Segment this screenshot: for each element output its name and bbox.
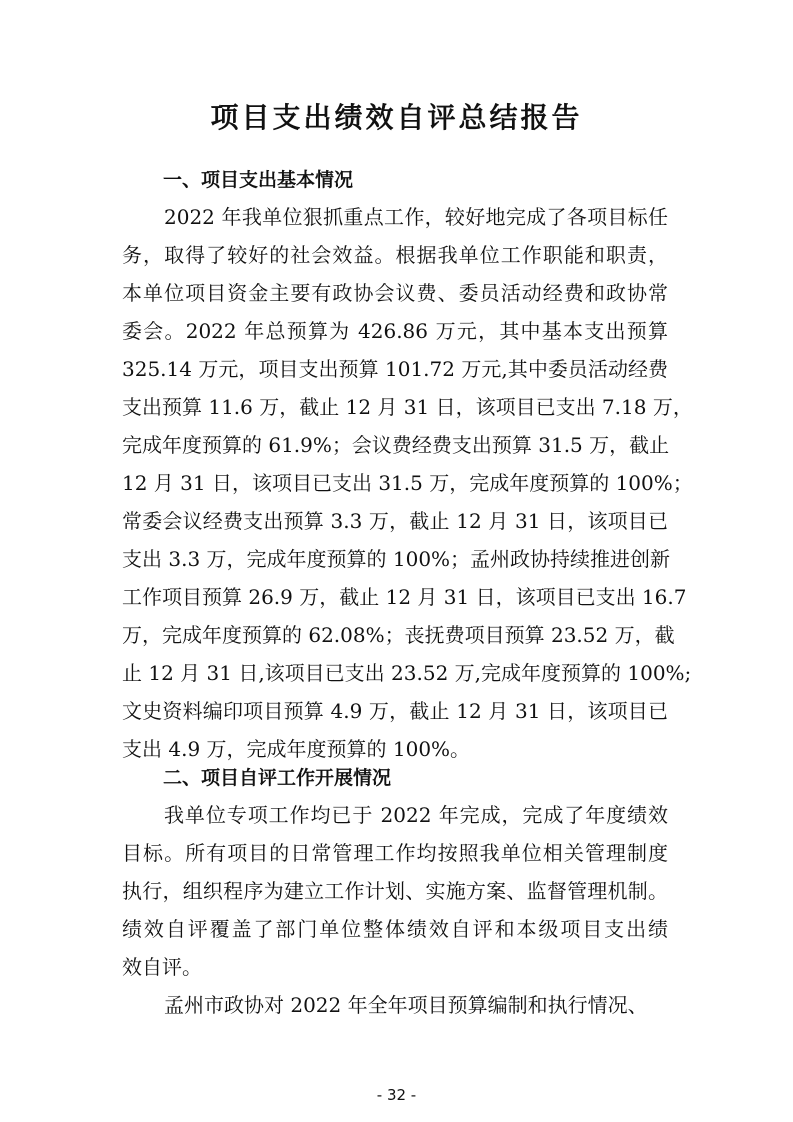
text-line: 支出预算 11.6 万，截止 12 月 31 日，该项目已支出 7.18 万， — [122, 395, 693, 419]
text-line: 支出 3.3 万，完成年度预算的 100%；孟州政协持续推进创新 — [122, 547, 671, 571]
text-line: 我单位专项工作均已于 2022 年完成，完成了年度绩效 — [164, 803, 668, 827]
page-number: - 32 - — [376, 1086, 417, 1104]
text-line: 常委会议经费支出预算 3.3 万，截止 12 月 31 日，该项目已 — [122, 509, 668, 533]
text-line: 2022 年我单位狠抓重点工作，较好地完成了各项目标任 — [164, 205, 668, 229]
section-heading-1: 一、项目支出基本情况 — [163, 169, 354, 191]
text-line: 绩效自评覆盖了部门单位整体绩效自评和本级项目支出绩 — [122, 917, 668, 941]
section-heading-2: 二、项目自评工作开展情况 — [163, 767, 392, 789]
text-line: 12 月 31 日，该项目已支出 31.5 万，完成年度预算的 100%； — [122, 471, 693, 495]
text-line: 工作项目预算 26.9 万，截止 12 月 31 日，该项目已支出 16.7 — [122, 585, 687, 609]
text-line: 完成年度预算的 61.9%；会议费经费支出预算 31.5 万，截止 — [122, 433, 670, 457]
text-line: 务，取得了较好的社会效益。根据我单位工作职能和职责， — [122, 243, 668, 267]
text-line: 委会。2022 年总预算为 426.86 万元，其中基本支出预算 — [122, 319, 668, 343]
text-line: 孟州市政协对 2022 年全年项目预算编制和执行情况、 — [164, 993, 648, 1017]
text-line: 止 12 月 31 日,该项目已支出 23.52 万,完成年度预算的 100%; — [122, 661, 692, 685]
text-line: 325.14 万元，项目支出预算 101.72 万元,其中委员活动经费 — [122, 357, 668, 381]
text-line: 支出 4.9 万，完成年度预算的 100%。 — [122, 737, 471, 761]
text-line: 本单位项目资金主要有政协会议费、委员活动经费和政协常 — [122, 281, 668, 305]
document-title: 项目支出绩效自评总结报告 — [210, 101, 583, 134]
text-line: 万，完成年度预算的 62.08%；丧抚费项目预算 23.52 万，截 — [122, 623, 675, 647]
text-line: 目标。所有项目的日常管理工作均按照我单位相关管理制度 — [122, 841, 668, 865]
text-line: 执行，组织程序为建立工作计划、实施方案、监督管理机制。 — [122, 879, 668, 903]
text-line: 效自评。 — [122, 955, 202, 979]
text-line: 文史资料编印项目预算 4.9 万，截止 12 月 31 日，该项目已 — [122, 699, 668, 723]
